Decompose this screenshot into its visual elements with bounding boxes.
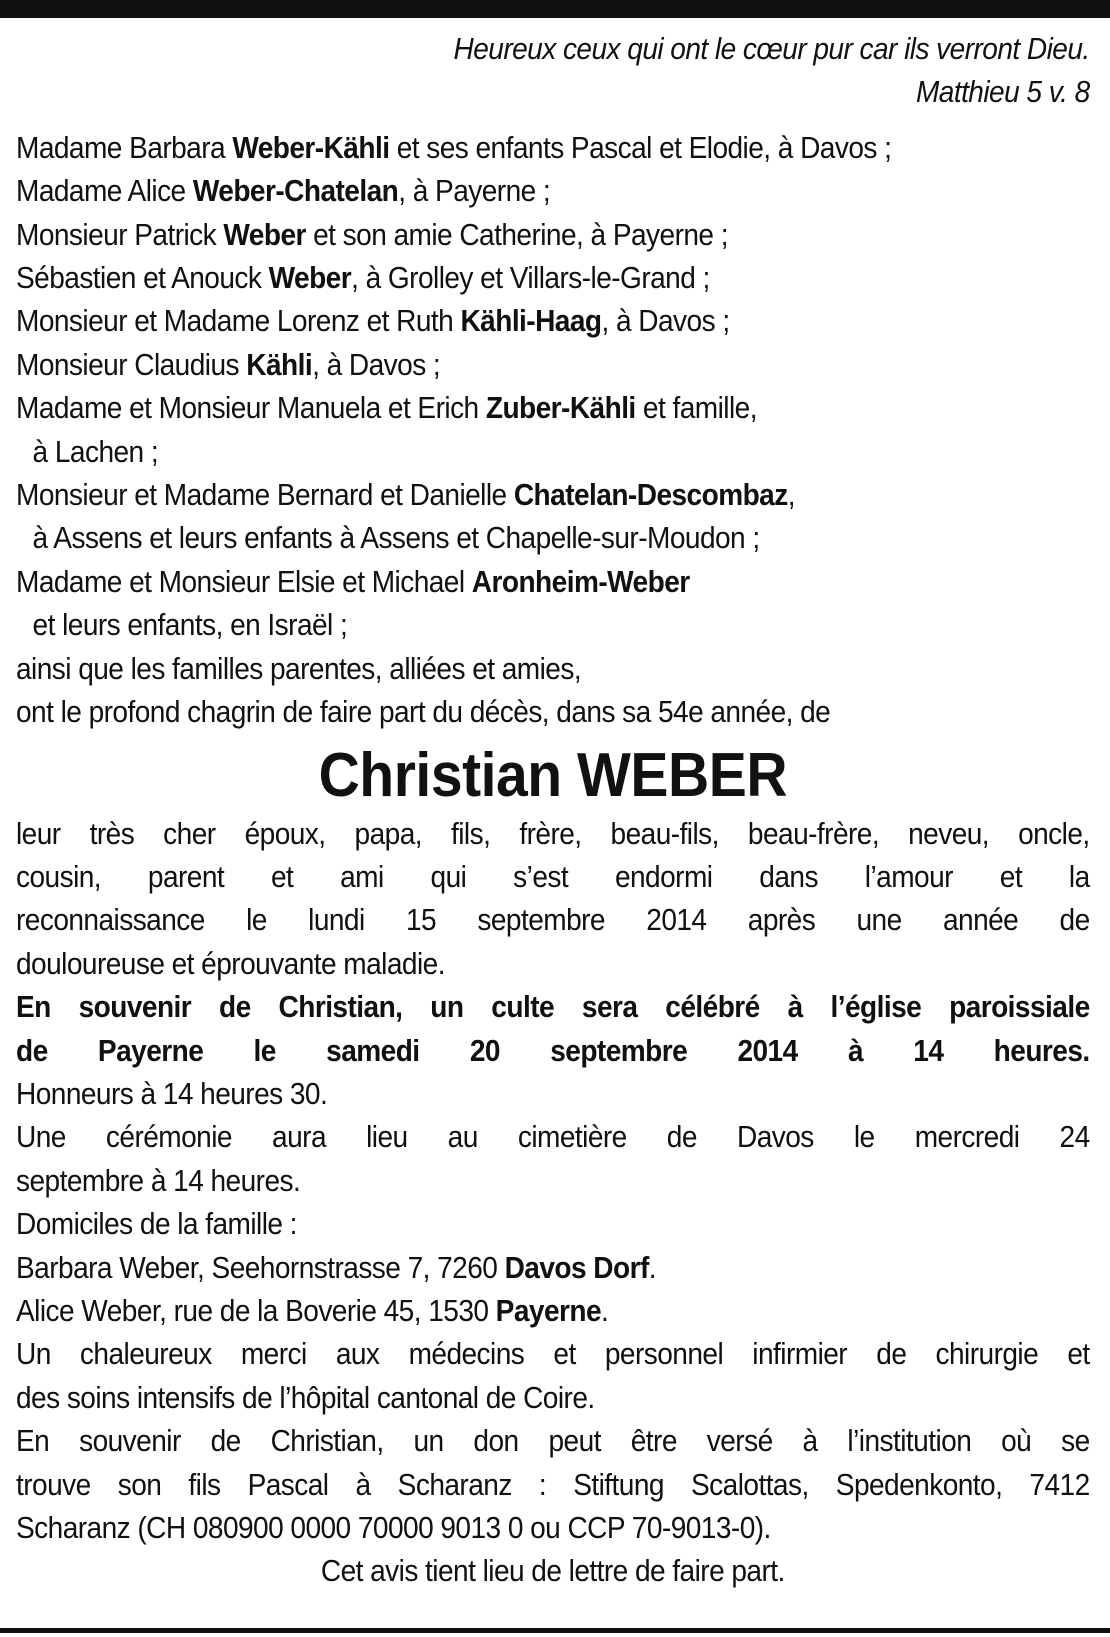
donation-line: En souvenir de Christian, un don peut être versé à l’institution où se: [16, 1424, 1090, 1459]
ceremony-paragraph: [16, 1116, 1090, 1203]
families-line: ainsi que les familles parentes, alliées et amies,: [16, 651, 582, 686]
description-line: douloureuse et éprouvante maladie.: [16, 946, 445, 981]
service-line: En souvenir de Christian, un culte sera célébré à l’église paroissiale: [16, 990, 1090, 1025]
family-line-text: , à Payerne ;: [398, 174, 551, 209]
address-text: Alice Weber, rue de la Boverie 45, 1530: [16, 1293, 496, 1328]
top-rule: [0, 0, 1110, 18]
ceremony-line: Une cérémonie aura lieu au cimetière de Davos le mercredi 24: [16, 1120, 1090, 1155]
ceremony-line: septembre à 14 heures.: [16, 1163, 301, 1198]
bible-quote: [16, 28, 1090, 115]
donation-line: Scharanz (CH 080900 0000 70000 9013 0 ou CCP 70-9013-0).: [16, 1511, 771, 1545]
family-line-text: Monsieur Claudius: [16, 347, 247, 382]
family-line-continuation: à Lachen ;: [32, 434, 159, 469]
family-line-text: Monsieur et Madame Bernard et Danielle: [16, 478, 514, 513]
family-line-text: et famille,: [635, 391, 757, 426]
domiciles-label: Domiciles de la famille :: [16, 1207, 297, 1242]
family-line-text: Madame Barbara: [16, 130, 233, 165]
bottom-rule: [0, 1628, 1110, 1633]
description-line: leur très cher époux, papa, fils, frère, beau-fils, beau-frère, neveu, oncle,: [16, 816, 1090, 851]
family-surname: Weber-Chatelan: [192, 174, 399, 209]
family-line-continuation: et leurs enfants, en Israël ;: [32, 608, 348, 643]
thanks-line: des soins intensifs de l’hôpital cantonal de Coire.: [16, 1380, 595, 1415]
family-surname: Aronheim-Weber: [471, 564, 690, 599]
address-city: Payerne: [495, 1293, 602, 1328]
family-surname: Chatelan-Descombaz: [513, 478, 788, 513]
family-line: [16, 127, 1090, 170]
family-line-text: Monsieur Patrick: [16, 217, 224, 252]
family-line: [16, 387, 1090, 430]
donation-line: trouve son fils Pascal à Scharanz : Stiftung Scalottas, Spedenkonto, 7412: [16, 1467, 1090, 1502]
family-line-text: ,: [787, 478, 795, 513]
service-paragraph: [16, 986, 1090, 1073]
service-line: de Payerne le samedi 20 septembre 2014 à 14 heures.: [16, 1033, 1090, 1068]
family-line: [16, 257, 1090, 300]
family-line-text: , à Davos ;: [312, 347, 441, 382]
description-paragraph: [16, 813, 1090, 987]
family-line-text: Sébastien et Anouck: [16, 261, 269, 296]
family-line: [16, 214, 1090, 257]
honours-line: Honneurs à 14 heures 30.: [16, 1076, 328, 1111]
closing-line: Cet avis tient lieu de lettre de faire part.: [320, 1554, 785, 1589]
family-line-text: , à Davos ;: [601, 304, 730, 339]
quote-text: Heureux ceux qui ont le cœur pur car ils verront Dieu.: [453, 32, 1090, 66]
family-surname: Weber-Kähli: [232, 130, 390, 165]
address-city: Davos Dorf: [504, 1250, 649, 1285]
family-line: [16, 474, 1090, 517]
family-line-text: Monsieur et Madame Lorenz et Ruth: [16, 304, 461, 339]
family-surname: Kähli: [246, 347, 313, 382]
family-line-continuation: à Assens et leurs enfants à Assens et Chapelle-sur-Moudon ;: [32, 521, 760, 556]
family-list: [16, 127, 1090, 735]
address-text: Barbara Weber, Seehornstrasse 7, 7260: [16, 1250, 505, 1285]
family-line: [16, 300, 1090, 343]
family-line: [16, 561, 1090, 604]
family-line-text: et son amie Catherine, à Payerne ;: [305, 217, 728, 252]
family-line-text: Madame et Monsieur Manuela et Erich: [16, 391, 486, 426]
family-line-text: et ses enfants Pascal et Elodie, à Davos ;: [389, 130, 892, 165]
address-line: [16, 1247, 1090, 1290]
donation-paragraph: [16, 1420, 1090, 1550]
family-surname: Zuber-Kähli: [485, 391, 636, 426]
thanks-paragraph: [16, 1333, 1090, 1420]
address-line: [16, 1290, 1090, 1333]
address-text: .: [601, 1293, 609, 1328]
family-line: [16, 170, 1090, 213]
family-line-text: Madame et Monsieur Elsie et Michael: [16, 564, 472, 599]
announcement-line: ont le profond chagrin de faire part du décès, dans sa 54e année, de: [16, 695, 831, 730]
thanks-line: Un chaleureux merci aux médecins et personnel infirmier de chirurgie et: [16, 1337, 1090, 1372]
description-line: cousin, parent et ami qui s’est endormi dans l’amour et la: [16, 859, 1090, 894]
family-surname: Kähli-Haag: [460, 304, 602, 339]
description-line: reconnaissance le lundi 15 septembre 2014 après une année de: [16, 903, 1090, 938]
family-line-text: , à Grolley et Villars-le-Grand ;: [351, 261, 710, 296]
family-line: [16, 344, 1090, 387]
obituary-notice: [16, 28, 1090, 1594]
family-surname: Weber: [223, 217, 306, 252]
quote-reference: Matthieu 5 v. 8: [915, 75, 1090, 110]
deceased-name: Christian WEBER: [318, 740, 788, 810]
address-text: .: [648, 1250, 656, 1285]
family-line-text: Madame Alice: [16, 174, 193, 209]
family-surname: Weber: [268, 261, 352, 296]
